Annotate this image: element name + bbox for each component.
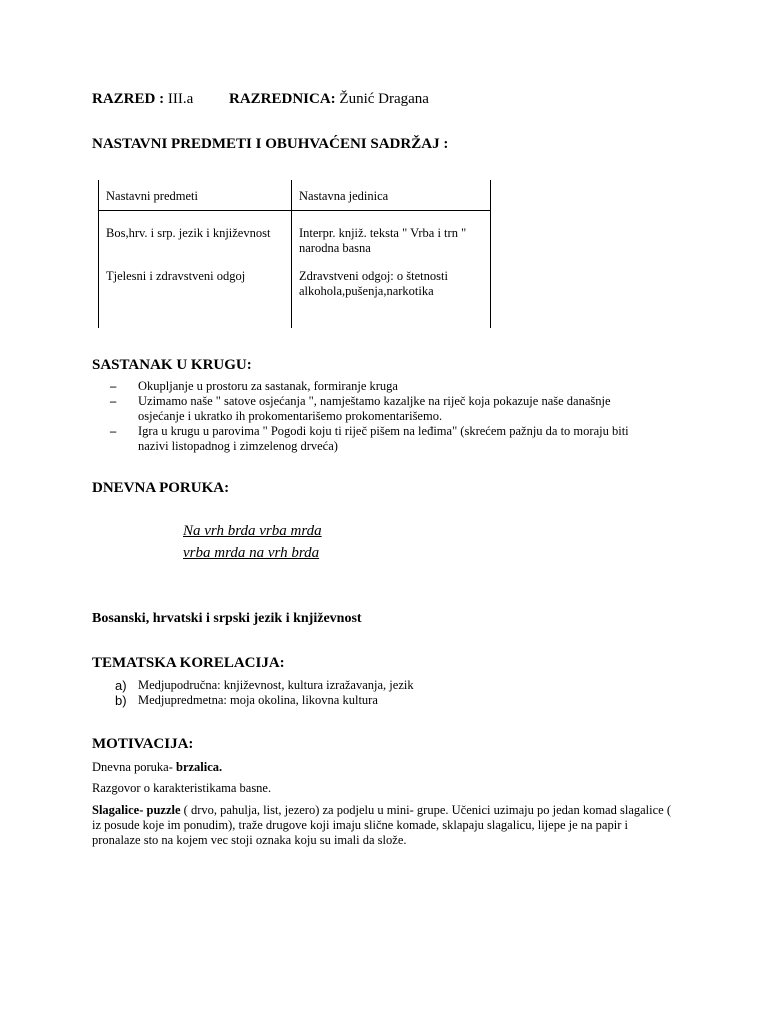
motivacija-line-1-bold: brzalica. [176,760,223,774]
table-border-left [98,180,99,328]
subjects-table [98,180,491,328]
subject-title: Bosanski, hrvatski i srpski jezik i književnost [92,611,362,626]
list-marker: b) [115,693,127,708]
poruka-line-1: Na vrh brda vrba mrda [183,523,322,539]
razrednica-value: Žunić Dragana [339,91,429,107]
list-item-text: Medjupodručna: književnost, kultura izražavanja, jezik [138,678,414,692]
dash-bullet: – [110,424,117,438]
motivacija-line-1-plain: Dnevna poruka- [92,760,176,774]
motivacija-paragraph-text: ( drvo, pahulja, list, jezero) za podjelu u mini- grupe. Učenici uzimaju po jedan komad slagalice ( iz posude koje im ponudim), traže drugove koji imaju slične komade, sklapaju slagalicu, lijepe je na papir i pronalaze sto na kojem vec stoji oznaka koju su imali da slože. [92,803,671,847]
razred-label: RAZRED : [92,91,165,107]
table-border-middle [291,180,292,328]
korelacija-heading: TEMATSKA KORELACIJA: [92,655,285,671]
poruka-heading: DNEVNA PORUKA: [92,480,230,496]
table-border-right [490,180,491,328]
list-item-text: Medjupredmetna: moja okolina, likovna kultura [138,693,378,707]
table-cell-unit-2: Zdravstveni odgoj: o štetnosti alkohola,pušenja,narkotika [299,269,448,298]
motivacija-line-2: Razgovor o karakteristikama basne. [92,781,272,795]
list-item-text: Igra u krugu u parovima " Pogodi koju ti riječ pišem na leđima" (skrećem pažnju da to moraju biti nazivi listopadnog i zimzelenog drveća) [138,424,629,453]
list-item-text: Okupljanje u prostoru za sastanak, formiranje kruga [138,379,398,393]
razrednica-label: RAZREDNICA: [229,91,336,107]
table-cell-subject-2: Tjelesni i zdravstveni odgoj [106,269,246,283]
dash-bullet: – [110,379,117,393]
razrednica-line [229,91,429,108]
table-header-unit: Nastavna jedinica [299,189,389,203]
razred-value: III.a [167,91,194,107]
dash-bullet: – [110,394,117,408]
table-header-subject: Nastavni predmeti [106,189,198,203]
motivacija-paragraph-bold: Slagalice- puzzle [92,803,181,817]
poruka-line-2: vrba mrda na vrh brda [183,545,320,561]
header-line [92,91,193,108]
table-cell-unit-1: Interpr. knjiž. teksta " Vrba i trn " narodna basna [299,226,467,255]
subjects-heading: NASTAVNI PREDMETI I OBUHVAĆENI SADRŽAJ : [92,136,449,152]
table-cell-subject-1: Bos,hrv. i srp. jezik i književnost [106,226,271,240]
list-item-text: Uzimamo naše " satove osjećanja ", namještamo kazaljke na riječ koja pokazuje naše današnje osjećanje i ukratko ih prokomentarišemo prokomentarišemo. [138,394,611,423]
motivacija-line-1 [92,760,222,775]
table-header-divider [98,210,491,211]
sastanak-heading: SASTANAK U KRUGU: [92,357,252,373]
motivacija-paragraph [92,803,672,848]
motivacija-heading: MOTIVACIJA: [92,736,194,752]
list-marker: a) [115,678,127,693]
